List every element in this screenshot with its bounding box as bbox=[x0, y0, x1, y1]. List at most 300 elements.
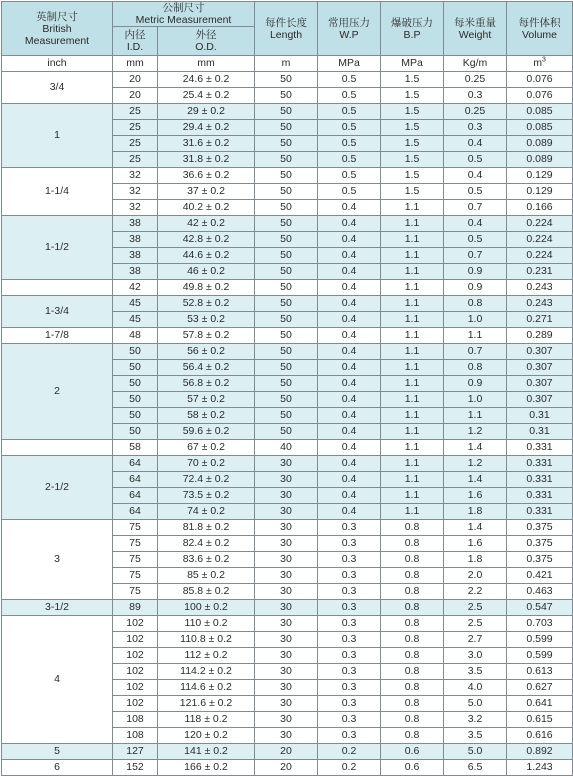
bp-cell: 1.5 bbox=[381, 152, 444, 168]
od-cell: 37 ± 0.2 bbox=[158, 184, 255, 200]
wp-header-cn: 常用压力 bbox=[328, 16, 371, 29]
bp-cell: 1.1 bbox=[381, 488, 444, 504]
id-cell: 89 bbox=[113, 600, 158, 616]
unit-row bbox=[2, 56, 573, 72]
length-cell: 30 bbox=[255, 616, 318, 632]
weight-cell: 3.2 bbox=[444, 712, 507, 728]
wp-cell: 0.3 bbox=[318, 632, 381, 648]
length-cell: 50 bbox=[255, 152, 318, 168]
bp-cell: 1.1 bbox=[381, 472, 444, 488]
volume-cell: 0.224 bbox=[507, 248, 573, 264]
od-cell: 118 ± 0.2 bbox=[158, 712, 255, 728]
volume-cell: 0.375 bbox=[507, 520, 573, 536]
bp-cell: 1.1 bbox=[381, 392, 444, 408]
length-header-en: Length bbox=[269, 28, 303, 41]
length-cell: 50 bbox=[255, 408, 318, 424]
od-cell: 29.4 ± 0.2 bbox=[158, 120, 255, 136]
volume-cell: 0.599 bbox=[507, 648, 573, 664]
id-cell: 127 bbox=[113, 744, 158, 760]
length-cell: 50 bbox=[255, 312, 318, 328]
id-cell: 25 bbox=[113, 104, 158, 120]
unit-volume bbox=[507, 56, 573, 72]
wp-cell: 0.4 bbox=[318, 456, 381, 472]
od-cell: 100 ± 0.2 bbox=[158, 600, 255, 616]
od-cell: 42 ± 0.2 bbox=[158, 216, 255, 232]
volume-cell: 0.076 bbox=[507, 72, 573, 88]
size-cell: 2 bbox=[2, 344, 113, 440]
wp-cell: 0.4 bbox=[318, 376, 381, 392]
length-cell: 30 bbox=[255, 504, 318, 520]
weight-cell: 5.0 bbox=[444, 696, 507, 712]
size-cell: 3/4 bbox=[2, 72, 113, 104]
id-cell: 75 bbox=[113, 552, 158, 568]
id-cell: 32 bbox=[113, 184, 158, 200]
length-cell: 30 bbox=[255, 520, 318, 536]
length-cell: 50 bbox=[255, 120, 318, 136]
weight-cell: 1.0 bbox=[444, 312, 507, 328]
id-cell: 25 bbox=[113, 152, 158, 168]
unit-volume-sup: 3 bbox=[541, 56, 546, 64]
id-header-en: I.D. bbox=[126, 41, 144, 53]
id-cell: 50 bbox=[113, 344, 158, 360]
british-header-cn: 英制尺寸 bbox=[36, 10, 78, 23]
wp-cell: 0.3 bbox=[318, 600, 381, 616]
length-cell: 30 bbox=[255, 472, 318, 488]
size-cell: 5 bbox=[2, 744, 113, 760]
length-cell: 50 bbox=[255, 184, 318, 200]
bp-cell: 0.8 bbox=[381, 728, 444, 744]
length-cell: 50 bbox=[255, 376, 318, 392]
length-cell: 50 bbox=[255, 392, 318, 408]
weight-cell: 1.1 bbox=[444, 328, 507, 344]
od-cell: 57 ± 0.2 bbox=[158, 392, 255, 408]
od-cell: 67 ± 0.2 bbox=[158, 440, 255, 456]
weight-cell: 6.5 bbox=[444, 760, 507, 776]
od-cell: 70 ± 0.2 bbox=[158, 456, 255, 472]
bp-cell: 0.8 bbox=[381, 552, 444, 568]
wp-cell: 0.5 bbox=[318, 72, 381, 88]
id-cell: 42 bbox=[113, 280, 158, 296]
volume-cell: 0.085 bbox=[507, 120, 573, 136]
length-cell: 30 bbox=[255, 664, 318, 680]
table-row bbox=[2, 440, 573, 456]
bp-cell: 1.1 bbox=[381, 264, 444, 280]
bp-cell: 0.8 bbox=[381, 600, 444, 616]
volume-cell: 0.892 bbox=[507, 744, 573, 760]
weight-cell: 0.25 bbox=[444, 72, 507, 88]
wp-cell: 0.4 bbox=[318, 408, 381, 424]
volume-cell: 1.243 bbox=[507, 760, 573, 776]
unit-od: mm bbox=[158, 56, 255, 72]
weight-cell: 2.5 bbox=[444, 616, 507, 632]
wp-cell: 0.2 bbox=[318, 744, 381, 760]
weight-cell: 0.5 bbox=[444, 184, 507, 200]
id-cell: 32 bbox=[113, 200, 158, 216]
bp-cell: 1.5 bbox=[381, 104, 444, 120]
size-cell: 3 bbox=[2, 520, 113, 600]
wp-cell: 0.4 bbox=[318, 344, 381, 360]
volume-cell: 0.243 bbox=[507, 296, 573, 312]
od-header-cn: 外径 bbox=[195, 29, 217, 41]
table-row bbox=[2, 296, 573, 312]
volume-header bbox=[507, 2, 573, 56]
weight-cell: 4.0 bbox=[444, 680, 507, 696]
size-cell: 1-3/4 bbox=[2, 296, 113, 328]
length-cell: 50 bbox=[255, 136, 318, 152]
wp-cell: 0.4 bbox=[318, 392, 381, 408]
volume-cell: 0.271 bbox=[507, 312, 573, 328]
bp-cell: 1.5 bbox=[381, 184, 444, 200]
od-cell: 42.8 ± 0.2 bbox=[158, 232, 255, 248]
wp-cell: 0.4 bbox=[318, 232, 381, 248]
id-cell: 102 bbox=[113, 696, 158, 712]
volume-cell: 0.307 bbox=[507, 392, 573, 408]
volume-cell: 0.627 bbox=[507, 680, 573, 696]
weight-cell: 0.4 bbox=[444, 216, 507, 232]
size-cell: 1 bbox=[2, 104, 113, 168]
volume-cell: 0.166 bbox=[507, 200, 573, 216]
bp-cell: 1.1 bbox=[381, 280, 444, 296]
bp-cell: 0.8 bbox=[381, 616, 444, 632]
weight-header-en: Weight bbox=[458, 28, 492, 41]
wp-cell: 0.4 bbox=[318, 328, 381, 344]
size-cell: 1-1/2 bbox=[2, 216, 113, 280]
bp-cell: 1.1 bbox=[381, 200, 444, 216]
id-cell: 50 bbox=[113, 360, 158, 376]
weight-cell: 2.2 bbox=[444, 584, 507, 600]
od-cell: 31.6 ± 0.2 bbox=[158, 136, 255, 152]
wp-cell: 0.4 bbox=[318, 424, 381, 440]
bp-cell: 1.1 bbox=[381, 328, 444, 344]
weight-cell: 0.9 bbox=[444, 264, 507, 280]
od-cell: 29 ± 0.2 bbox=[158, 104, 255, 120]
id-cell: 102 bbox=[113, 616, 158, 632]
od-header-en: O.D. bbox=[195, 41, 217, 53]
volume-cell: 0.641 bbox=[507, 696, 573, 712]
volume-cell: 0.31 bbox=[507, 424, 573, 440]
volume-cell: 0.599 bbox=[507, 632, 573, 648]
wp-cell: 0.2 bbox=[318, 760, 381, 776]
wp-cell: 0.3 bbox=[318, 568, 381, 584]
length-cell: 50 bbox=[255, 248, 318, 264]
id-cell: 38 bbox=[113, 216, 158, 232]
id-cell: 108 bbox=[113, 728, 158, 744]
wp-cell: 0.3 bbox=[318, 696, 381, 712]
table-row bbox=[2, 456, 573, 472]
bp-header-en: B.P bbox=[403, 28, 421, 41]
bp-cell: 1.1 bbox=[381, 360, 444, 376]
od-cell: 73.5 ± 0.2 bbox=[158, 488, 255, 504]
bp-cell: 0.6 bbox=[381, 744, 444, 760]
size-cell: 1-7/8 bbox=[2, 328, 113, 344]
length-cell: 50 bbox=[255, 296, 318, 312]
weight-cell: 0.3 bbox=[444, 120, 507, 136]
bp-cell: 1.1 bbox=[381, 504, 444, 520]
od-cell: 120 ± 0.2 bbox=[158, 728, 255, 744]
wp-cell: 0.3 bbox=[318, 552, 381, 568]
size-cell bbox=[2, 440, 113, 456]
unit-inch: inch bbox=[2, 56, 113, 72]
wp-cell: 0.3 bbox=[318, 616, 381, 632]
metric-header-cn: 公制尺寸 bbox=[162, 2, 205, 14]
bp-cell: 0.8 bbox=[381, 696, 444, 712]
length-cell: 50 bbox=[255, 344, 318, 360]
weight-cell: 0.5 bbox=[444, 232, 507, 248]
unit-id: mm bbox=[113, 56, 158, 72]
volume-cell: 0.331 bbox=[507, 488, 573, 504]
wp-cell: 0.5 bbox=[318, 120, 381, 136]
od-cell: 36.6 ± 0.2 bbox=[158, 168, 255, 184]
length-cell: 20 bbox=[255, 744, 318, 760]
od-cell: 56.8 ± 0.2 bbox=[158, 376, 255, 392]
wp-cell: 0.5 bbox=[318, 88, 381, 104]
bp-cell: 1.1 bbox=[381, 344, 444, 360]
weight-cell: 2.5 bbox=[444, 600, 507, 616]
volume-cell: 0.076 bbox=[507, 88, 573, 104]
bp-cell: 1.1 bbox=[381, 296, 444, 312]
bp-cell: 0.8 bbox=[381, 680, 444, 696]
volume-cell: 0.307 bbox=[507, 344, 573, 360]
bp-cell: 0.8 bbox=[381, 536, 444, 552]
weight-cell: 0.25 bbox=[444, 104, 507, 120]
volume-cell: 0.085 bbox=[507, 104, 573, 120]
volume-cell: 0.243 bbox=[507, 280, 573, 296]
length-header bbox=[255, 2, 318, 56]
length-cell: 30 bbox=[255, 456, 318, 472]
weight-cell: 1.1 bbox=[444, 408, 507, 424]
bp-cell: 0.8 bbox=[381, 632, 444, 648]
volume-cell: 0.463 bbox=[507, 584, 573, 600]
id-cell: 64 bbox=[113, 488, 158, 504]
weight-cell: 2.7 bbox=[444, 632, 507, 648]
length-header-cn: 每件长度 bbox=[265, 16, 308, 29]
volume-cell: 0.421 bbox=[507, 568, 573, 584]
weight-cell: 1.4 bbox=[444, 520, 507, 536]
od-cell: 74 ± 0.2 bbox=[158, 504, 255, 520]
bp-cell: 0.8 bbox=[381, 520, 444, 536]
id-cell: 75 bbox=[113, 584, 158, 600]
volume-cell: 0.331 bbox=[507, 440, 573, 456]
bp-cell: 1.1 bbox=[381, 376, 444, 392]
hose-spec-table bbox=[1, 1, 573, 776]
length-cell: 50 bbox=[255, 72, 318, 88]
volume-cell: 0.703 bbox=[507, 616, 573, 632]
size-cell: 1-1/4 bbox=[2, 168, 113, 216]
bp-cell: 1.5 bbox=[381, 120, 444, 136]
id-cell: 32 bbox=[113, 168, 158, 184]
id-cell: 102 bbox=[113, 664, 158, 680]
id-header-cn: 内径 bbox=[124, 29, 146, 41]
wp-cell: 0.5 bbox=[318, 104, 381, 120]
od-cell: 114.6 ± 0.2 bbox=[158, 680, 255, 696]
wp-cell: 0.4 bbox=[318, 504, 381, 520]
od-cell: 46 ± 0.2 bbox=[158, 264, 255, 280]
wp-cell: 0.5 bbox=[318, 184, 381, 200]
length-cell: 50 bbox=[255, 232, 318, 248]
volume-cell: 0.129 bbox=[507, 184, 573, 200]
unit-weight: Kg/m bbox=[444, 56, 507, 72]
id-cell: 58 bbox=[113, 440, 158, 456]
od-cell: 110.8 ± 0.2 bbox=[158, 632, 255, 648]
volume-cell: 0.089 bbox=[507, 136, 573, 152]
length-cell: 30 bbox=[255, 584, 318, 600]
volume-cell: 0.331 bbox=[507, 472, 573, 488]
wp-header bbox=[318, 2, 381, 56]
bp-cell: 1.5 bbox=[381, 168, 444, 184]
weight-cell: 1.2 bbox=[444, 456, 507, 472]
table-row bbox=[2, 616, 573, 632]
id-cell: 64 bbox=[113, 456, 158, 472]
british-header-en2: Measurement bbox=[24, 34, 90, 47]
id-cell: 75 bbox=[113, 568, 158, 584]
british-header bbox=[2, 2, 113, 56]
weight-cell: 0.3 bbox=[444, 88, 507, 104]
volume-cell: 0.613 bbox=[507, 664, 573, 680]
volume-cell: 0.089 bbox=[507, 152, 573, 168]
weight-cell: 1.4 bbox=[444, 440, 507, 456]
id-cell: 102 bbox=[113, 680, 158, 696]
length-cell: 30 bbox=[255, 712, 318, 728]
weight-cell: 1.8 bbox=[444, 504, 507, 520]
id-cell: 152 bbox=[113, 760, 158, 776]
od-cell: 72.4 ± 0.2 bbox=[158, 472, 255, 488]
table-row bbox=[2, 72, 573, 88]
wp-cell: 0.4 bbox=[318, 488, 381, 504]
length-cell: 50 bbox=[255, 280, 318, 296]
bp-cell: 1.1 bbox=[381, 424, 444, 440]
od-cell: 82.4 ± 0.2 bbox=[158, 536, 255, 552]
length-cell: 30 bbox=[255, 600, 318, 616]
unit-wp: MPa bbox=[318, 56, 381, 72]
length-cell: 30 bbox=[255, 728, 318, 744]
british-header-en1: British bbox=[42, 22, 72, 35]
bp-cell: 0.8 bbox=[381, 664, 444, 680]
unit-length: m bbox=[255, 56, 318, 72]
wp-cell: 0.3 bbox=[318, 712, 381, 728]
volume-cell: 0.375 bbox=[507, 552, 573, 568]
length-cell: 50 bbox=[255, 216, 318, 232]
length-cell: 30 bbox=[255, 568, 318, 584]
metric-header bbox=[113, 2, 255, 27]
weight-cell: 0.9 bbox=[444, 280, 507, 296]
od-header bbox=[158, 27, 255, 56]
size-cell: 6 bbox=[2, 760, 113, 776]
wp-header-en: W.P bbox=[339, 28, 359, 41]
bp-cell: 0.6 bbox=[381, 760, 444, 776]
wp-cell: 0.4 bbox=[318, 280, 381, 296]
wp-cell: 0.3 bbox=[318, 536, 381, 552]
table-row bbox=[2, 216, 573, 232]
weight-cell: 1.6 bbox=[444, 536, 507, 552]
bp-cell: 1.1 bbox=[381, 408, 444, 424]
id-cell: 75 bbox=[113, 520, 158, 536]
id-cell: 48 bbox=[113, 328, 158, 344]
volume-header-en: Volume bbox=[522, 28, 558, 41]
weight-cell: 1.2 bbox=[444, 424, 507, 440]
od-cell: 31.8 ± 0.2 bbox=[158, 152, 255, 168]
length-cell: 50 bbox=[255, 360, 318, 376]
od-cell: 112 ± 0.2 bbox=[158, 648, 255, 664]
bp-header-cn: 爆破压力 bbox=[391, 16, 434, 29]
weight-cell: 0.4 bbox=[444, 168, 507, 184]
table-row bbox=[2, 600, 573, 616]
wp-cell: 0.3 bbox=[318, 584, 381, 600]
volume-cell: 0.231 bbox=[507, 264, 573, 280]
id-cell: 38 bbox=[113, 248, 158, 264]
table-row bbox=[2, 744, 573, 760]
bp-cell: 0.8 bbox=[381, 568, 444, 584]
od-cell: 85 ± 0.2 bbox=[158, 568, 255, 584]
weight-cell: 0.9 bbox=[444, 376, 507, 392]
id-cell: 50 bbox=[113, 392, 158, 408]
volume-cell: 0.331 bbox=[507, 456, 573, 472]
id-cell: 50 bbox=[113, 424, 158, 440]
table-row bbox=[2, 520, 573, 536]
bp-cell: 1.5 bbox=[381, 88, 444, 104]
length-cell: 50 bbox=[255, 264, 318, 280]
weight-cell: 0.8 bbox=[444, 360, 507, 376]
volume-cell: 0.307 bbox=[507, 376, 573, 392]
wp-cell: 0.5 bbox=[318, 168, 381, 184]
id-cell: 25 bbox=[113, 136, 158, 152]
weight-cell: 0.7 bbox=[444, 344, 507, 360]
wp-cell: 0.3 bbox=[318, 680, 381, 696]
unit-bp: MPa bbox=[381, 56, 444, 72]
od-cell: 56 ± 0.2 bbox=[158, 344, 255, 360]
wp-cell: 0.4 bbox=[318, 216, 381, 232]
metric-header-en: Metric Measurement bbox=[135, 14, 232, 26]
id-cell: 20 bbox=[113, 72, 158, 88]
id-cell: 38 bbox=[113, 232, 158, 248]
wp-cell: 0.3 bbox=[318, 728, 381, 744]
table-body bbox=[2, 56, 573, 776]
bp-header bbox=[381, 2, 444, 56]
wp-cell: 0.4 bbox=[318, 200, 381, 216]
od-cell: 141 ± 0.2 bbox=[158, 744, 255, 760]
wp-cell: 0.3 bbox=[318, 664, 381, 680]
length-cell: 20 bbox=[255, 760, 318, 776]
wp-cell: 0.3 bbox=[318, 520, 381, 536]
id-cell: 108 bbox=[113, 712, 158, 728]
od-cell: 110 ± 0.2 bbox=[158, 616, 255, 632]
volume-cell: 0.616 bbox=[507, 728, 573, 744]
bp-cell: 0.8 bbox=[381, 648, 444, 664]
od-cell: 44.6 ± 0.2 bbox=[158, 248, 255, 264]
volume-cell: 0.289 bbox=[507, 328, 573, 344]
wp-cell: 0.4 bbox=[318, 296, 381, 312]
weight-cell: 3.5 bbox=[444, 728, 507, 744]
weight-cell: 0.8 bbox=[444, 296, 507, 312]
weight-cell: 5.0 bbox=[444, 744, 507, 760]
wp-cell: 0.3 bbox=[318, 648, 381, 664]
od-cell: 166 ± 0.2 bbox=[158, 760, 255, 776]
weight-cell: 1.0 bbox=[444, 392, 507, 408]
bp-cell: 1.1 bbox=[381, 232, 444, 248]
id-cell: 102 bbox=[113, 648, 158, 664]
size-cell bbox=[2, 280, 113, 296]
weight-cell: 3.5 bbox=[444, 664, 507, 680]
size-cell: 4 bbox=[2, 616, 113, 744]
bp-cell: 1.1 bbox=[381, 312, 444, 328]
length-cell: 50 bbox=[255, 424, 318, 440]
od-cell: 83.6 ± 0.2 bbox=[158, 552, 255, 568]
od-cell: 58 ± 0.2 bbox=[158, 408, 255, 424]
id-cell: 45 bbox=[113, 312, 158, 328]
volume-cell: 0.375 bbox=[507, 536, 573, 552]
volume-cell: 0.224 bbox=[507, 216, 573, 232]
length-cell: 30 bbox=[255, 648, 318, 664]
length-cell: 30 bbox=[255, 488, 318, 504]
